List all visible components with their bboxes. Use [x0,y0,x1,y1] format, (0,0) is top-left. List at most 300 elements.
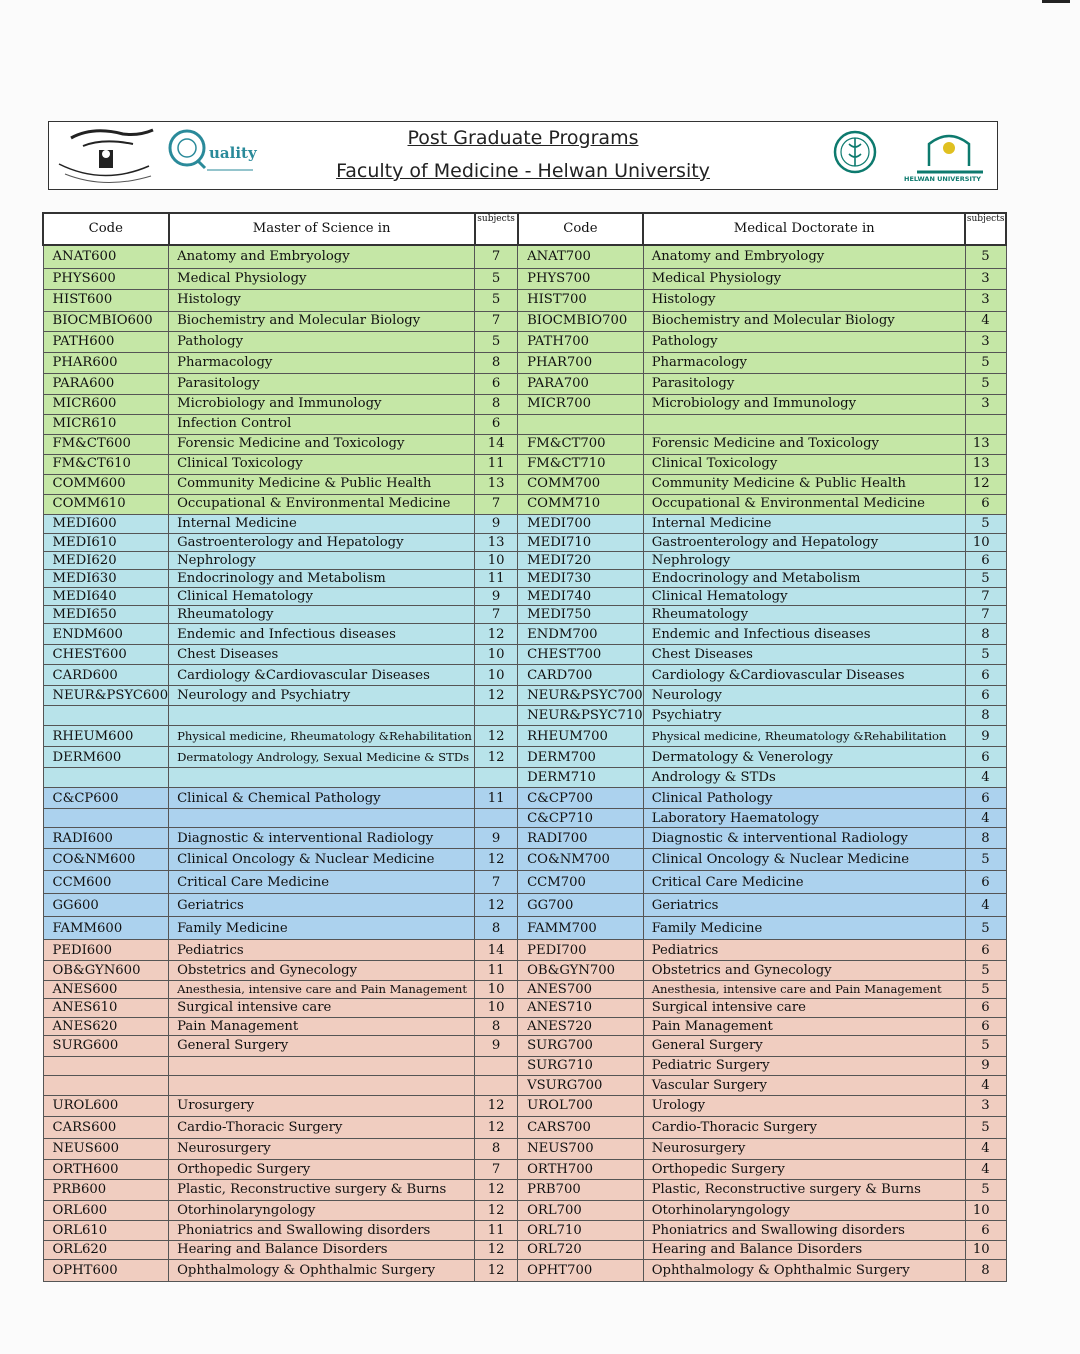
msc-code: ORL610 [43,1220,169,1240]
md-subjects: 13 [965,434,1006,454]
md-program: Plastic, Reconstructive surgery & Burns [643,1179,965,1200]
md-subjects: 4 [965,809,1006,828]
md-program: Pain Management [643,1017,965,1035]
msc-subjects: 12 [475,624,518,645]
md-subjects: 4 [965,894,1006,917]
msc-program: Surgical intensive care [169,999,475,1017]
md-code: RADI700 [518,828,644,849]
msc-program: Critical Care Medicine [169,871,475,894]
md-code: CARD700 [518,665,644,686]
md-program [643,414,965,434]
msc-subjects: 5 [475,331,518,352]
md-subjects: 7 [965,587,1006,605]
msc-subjects: 11 [475,961,518,981]
md-program: General Surgery [643,1035,965,1056]
md-program: Obstetrics and Gynecology [643,961,965,981]
table-row [43,268,1006,289]
md-program: Pediatric Surgery [643,1056,965,1075]
msc-subjects: 9 [475,514,518,533]
table-row [43,1159,1006,1179]
table-row [43,331,1006,352]
md-code: MEDI740 [518,587,644,605]
md-program: Nephrology [643,551,965,569]
msc-subjects: 12 [475,849,518,871]
msc-subjects: 14 [475,940,518,961]
md-program: Otorhinolaryngology [643,1200,965,1220]
table-row [43,828,1006,849]
msc-code: DERM600 [43,747,169,768]
msc-subjects: 7 [475,606,518,624]
msc-program: General Surgery [169,1035,475,1056]
md-subjects: 6 [965,747,1006,768]
msc-program: Neurology and Psychiatry [169,686,475,706]
md-subjects: 5 [965,245,1006,268]
table-row [43,606,1006,624]
msc-subjects: 8 [475,394,518,414]
msc-code: ANAT600 [43,245,169,268]
msc-program: Cardiology &Cardiovascular Diseases [169,665,475,686]
md-program: Microbiology and Immunology [643,394,965,414]
msc-subjects: 8 [475,1138,518,1159]
msc-program: Pain Management [169,1017,475,1035]
msc-code: MICR600 [43,394,169,414]
msc-program: Diagnostic & interventional Radiology [169,828,475,849]
md-subjects: 4 [965,768,1006,788]
table-row [43,245,1006,268]
md-subjects: 6 [965,665,1006,686]
md-program: Orthopedic Surgery [643,1159,965,1179]
msc-subjects: 5 [475,268,518,289]
md-program: Clinical Hematology [643,587,965,605]
md-code: C&CP710 [518,809,644,828]
md-program: Endemic and Infectious diseases [643,624,965,645]
msc-subjects: 10 [475,981,518,999]
msc-program: Chest Diseases [169,645,475,665]
table-row [43,726,1006,747]
md-code: CO&NM700 [518,849,644,871]
md-program: Histology [643,289,965,311]
md-program: Pathology [643,331,965,352]
md-subjects: 3 [965,289,1006,311]
md-code: FM&CT710 [518,454,644,474]
msc-program: Clinical Hematology [169,587,475,605]
md-subjects: 6 [965,999,1006,1017]
md-code: PEDI700 [518,940,644,961]
md-code: PRB700 [518,1179,644,1200]
msc-code: COMM610 [43,494,169,514]
msc-code: CHEST600 [43,645,169,665]
header-code-2: Code [518,213,644,245]
msc-subjects: 12 [475,747,518,768]
msc-subjects: 10 [475,551,518,569]
table-row [43,551,1006,569]
md-subjects: 3 [965,1095,1006,1116]
msc-subjects: 9 [475,1035,518,1056]
md-subjects: 8 [965,828,1006,849]
md-program: Endocrinology and Metabolism [643,569,965,587]
md-code: FAMM700 [518,917,644,940]
msc-program: Clinical Toxicology [169,454,475,474]
md-subjects: 3 [965,331,1006,352]
table-row [43,533,1006,551]
md-subjects [965,414,1006,434]
msc-subjects: 9 [475,828,518,849]
table-row [43,1017,1006,1035]
table-row [43,587,1006,605]
md-code: MEDI700 [518,514,644,533]
header-md: Medical Doctorate in [643,213,965,245]
md-subjects: 5 [965,1116,1006,1138]
msc-program: Parasitology [169,373,475,394]
msc-program: Geriatrics [169,894,475,917]
msc-program: Pharmacology [169,352,475,373]
md-code: OB&GYN700 [518,961,644,981]
md-program: Rheumatology [643,606,965,624]
table-row [43,788,1006,809]
msc-code: MICR610 [43,414,169,434]
msc-subjects [475,768,518,788]
helwan-logo-text: HELWAN UNIVERSITY [904,175,981,183]
msc-subjects: 10 [475,665,518,686]
md-code: C&CP700 [518,788,644,809]
md-subjects: 5 [965,1179,1006,1200]
msc-program: Pediatrics [169,940,475,961]
page-subtitle: Faculty of Medicine - Helwan University [336,160,710,182]
msc-code: ANES610 [43,999,169,1017]
msc-subjects: 12 [475,894,518,917]
table-row [43,494,1006,514]
msc-subjects [475,1056,518,1075]
msc-subjects: 11 [475,569,518,587]
msc-code: PATH600 [43,331,169,352]
md-code: UROL700 [518,1095,644,1116]
table-row [43,940,1006,961]
md-code: MICR700 [518,394,644,414]
table-row [43,999,1006,1017]
msc-subjects: 8 [475,917,518,940]
md-subjects: 5 [965,961,1006,981]
table-row [43,434,1006,454]
md-program: Gastroenterology and Hepatology [643,533,965,551]
md-code: PATH700 [518,331,644,352]
md-subjects: 8 [965,1259,1006,1281]
md-code: ANAT700 [518,245,644,268]
table-row [43,686,1006,706]
msc-code: PEDI600 [43,940,169,961]
table-row [43,1240,1006,1259]
msc-code: FAMM600 [43,917,169,940]
msc-program: Family Medicine [169,917,475,940]
md-subjects: 4 [965,311,1006,331]
msc-code: ENDM600 [43,624,169,645]
md-subjects: 10 [965,533,1006,551]
msc-code: MEDI630 [43,569,169,587]
msc-subjects: 7 [475,1159,518,1179]
table-row [43,454,1006,474]
msc-subjects: 12 [475,1259,518,1281]
table-row [43,352,1006,373]
msc-program: Endemic and Infectious diseases [169,624,475,645]
table-row [43,1116,1006,1138]
helwan-university-logos [819,126,989,186]
header-msc: Master of Science in [169,213,475,245]
md-program: Clinical Toxicology [643,454,965,474]
md-code: SURG710 [518,1056,644,1075]
md-subjects: 6 [965,686,1006,706]
md-code: ORL710 [518,1220,644,1240]
msc-code: OPHT600 [43,1259,169,1281]
md-subjects: 5 [965,352,1006,373]
msc-code: ORL620 [43,1240,169,1259]
md-subjects: 6 [965,788,1006,809]
msc-subjects: 12 [475,1116,518,1138]
msc-code: ORL600 [43,1200,169,1220]
md-program: Vascular Surgery [643,1075,965,1095]
md-code: ORTH700 [518,1159,644,1179]
md-program: Biochemistry and Molecular Biology [643,311,965,331]
msc-program: Infection Control [169,414,475,434]
msc-code: CCM600 [43,871,169,894]
msc-program: Rheumatology [169,606,475,624]
msc-program: Clinical & Chemical Pathology [169,788,475,809]
msc-program: Plastic, Reconstructive surgery & Burns [169,1179,475,1200]
msc-code: ANES620 [43,1017,169,1035]
table-row [43,373,1006,394]
msc-subjects [475,1075,518,1095]
msc-code: CARD600 [43,665,169,686]
msc-program: Pathology [169,331,475,352]
msc-program: Clinical Oncology & Nuclear Medicine [169,849,475,871]
md-program: Occupational & Environmental Medicine [643,494,965,514]
msc-code: MEDI620 [43,551,169,569]
md-program: Chest Diseases [643,645,965,665]
md-code: ENDM700 [518,624,644,645]
header-code: Code [43,213,169,245]
msc-program: Anesthesia, intensive care and Pain Management [169,981,475,999]
quality-logo-text: uality [209,144,257,162]
msc-program: Dermatology Andrology, Sexual Medicine & STDs [169,747,475,768]
msc-code: RADI600 [43,828,169,849]
msc-code: FM&CT610 [43,454,169,474]
msc-subjects: 6 [475,414,518,434]
table-row [43,1035,1006,1056]
md-subjects: 10 [965,1200,1006,1220]
md-subjects: 4 [965,1138,1006,1159]
md-program: Clinical Oncology & Nuclear Medicine [643,849,965,871]
msc-subjects: 10 [475,645,518,665]
md-code: ANES710 [518,999,644,1017]
md-program: Medical Physiology [643,268,965,289]
scan-edge-mark [1042,0,1070,3]
table-row [43,414,1006,434]
md-code: MEDI710 [518,533,644,551]
msc-code: MEDI640 [43,587,169,605]
msc-subjects: 14 [475,434,518,454]
md-code: CHEST700 [518,645,644,665]
msc-subjects: 7 [475,494,518,514]
header-subjects-2: subjects [965,213,1006,245]
msc-code [43,768,169,788]
md-subjects: 6 [965,494,1006,514]
msc-program: Nephrology [169,551,475,569]
msc-code: MEDI610 [43,533,169,551]
table-row [43,474,1006,494]
msc-code: GG600 [43,894,169,917]
msc-code [43,1056,169,1075]
msc-code: COMM600 [43,474,169,494]
md-code: DERM710 [518,768,644,788]
md-subjects: 5 [965,514,1006,533]
md-subjects: 9 [965,726,1006,747]
msc-subjects: 12 [475,1179,518,1200]
msc-subjects: 5 [475,289,518,311]
msc-program: Anatomy and Embryology [169,245,475,268]
msc-code: MEDI650 [43,606,169,624]
table-row [43,1095,1006,1116]
md-code: CCM700 [518,871,644,894]
table-row [43,1075,1006,1095]
md-program: Andrology & STDs [643,768,965,788]
md-subjects: 5 [965,849,1006,871]
md-subjects: 6 [965,940,1006,961]
md-code [518,414,644,434]
table-row [43,849,1006,871]
msc-program: Neurosurgery [169,1138,475,1159]
md-code: HIST700 [518,289,644,311]
md-code: MEDI720 [518,551,644,569]
table-row [43,768,1006,788]
md-subjects: 5 [965,645,1006,665]
msc-subjects: 12 [475,726,518,747]
md-subjects: 3 [965,394,1006,414]
md-subjects: 13 [965,454,1006,474]
document-header [48,121,998,190]
msc-code: ANES600 [43,981,169,999]
msc-subjects: 7 [475,245,518,268]
md-program: Diagnostic & interventional Radiology [643,828,965,849]
table-row [43,289,1006,311]
msc-program: Urosurgery [169,1095,475,1116]
msc-program: Biochemistry and Molecular Biology [169,311,475,331]
md-program: Geriatrics [643,894,965,917]
msc-code: C&CP600 [43,788,169,809]
msc-code: FM&CT600 [43,434,169,454]
msc-program [169,1075,475,1095]
table-row [43,665,1006,686]
table-header-row [43,213,1006,245]
table-row [43,961,1006,981]
table-row [43,514,1006,533]
md-subjects: 4 [965,1159,1006,1179]
md-program: Ophthalmology & Ophthalmic Surgery [643,1259,965,1281]
msc-code: RHEUM600 [43,726,169,747]
md-code: CARS700 [518,1116,644,1138]
md-subjects: 12 [965,474,1006,494]
md-program: Hearing and Balance Disorders [643,1240,965,1259]
msc-subjects: 8 [475,352,518,373]
md-subjects: 5 [965,917,1006,940]
msc-subjects [475,809,518,828]
msc-code: OB&GYN600 [43,961,169,981]
msc-code: PARA600 [43,373,169,394]
md-code: VSURG700 [518,1075,644,1095]
msc-subjects: 11 [475,788,518,809]
table-row [43,917,1006,940]
md-code: RHEUM700 [518,726,644,747]
msc-subjects: 9 [475,587,518,605]
md-program: Critical Care Medicine [643,871,965,894]
md-program: Family Medicine [643,917,965,940]
msc-code: PHAR600 [43,352,169,373]
table-row [43,311,1006,331]
md-program: Phoniatrics and Swallowing disorders [643,1220,965,1240]
msc-subjects: 12 [475,686,518,706]
md-code: BIOCMBIO700 [518,311,644,331]
md-subjects: 5 [965,373,1006,394]
md-program: Anatomy and Embryology [643,245,965,268]
table-row [43,1259,1006,1281]
md-code: COMM710 [518,494,644,514]
md-program: Dermatology & Venerology [643,747,965,768]
md-program: Community Medicine & Public Health [643,474,965,494]
md-program: Pediatrics [643,940,965,961]
md-program: Cardiology &Cardiovascular Diseases [643,665,965,686]
table-row [43,706,1006,726]
msc-subjects [475,706,518,726]
md-code: GG700 [518,894,644,917]
table-row [43,1056,1006,1075]
msc-code: CO&NM600 [43,849,169,871]
md-program: Neurosurgery [643,1138,965,1159]
msc-subjects: 12 [475,1200,518,1220]
table-row [43,871,1006,894]
md-code: PHYS700 [518,268,644,289]
md-code: FM&CT700 [518,434,644,454]
msc-code: PRB600 [43,1179,169,1200]
md-subjects: 9 [965,1056,1006,1075]
md-code: COMM700 [518,474,644,494]
md-code: ANES720 [518,1017,644,1035]
page-title: Post Graduate Programs [407,127,639,149]
md-subjects: 5 [965,1035,1006,1056]
md-program: Psychiatry [643,706,965,726]
msc-program: Otorhinolaryngology [169,1200,475,1220]
md-code: NEUR&PSYC700 [518,686,644,706]
md-program: Clinical Pathology [643,788,965,809]
md-code: ORL700 [518,1200,644,1220]
msc-program: Forensic Medicine and Toxicology [169,434,475,454]
md-subjects: 6 [965,1220,1006,1240]
md-code: PHAR700 [518,352,644,373]
md-code: OPHT700 [518,1259,644,1281]
msc-code: NEUR&PSYC600 [43,686,169,706]
msc-program: Phoniatrics and Swallowing disorders [169,1220,475,1240]
msc-code: CARS600 [43,1116,169,1138]
msc-program [169,1056,475,1075]
msc-program: Internal Medicine [169,514,475,533]
md-subjects: 5 [965,981,1006,999]
md-subjects: 6 [965,551,1006,569]
msc-program: Gastroenterology and Hepatology [169,533,475,551]
msc-code: NEUS600 [43,1138,169,1159]
table-row [43,569,1006,587]
msc-code: BIOCMBIO600 [43,311,169,331]
msc-code [43,706,169,726]
msc-program [169,706,475,726]
md-code: ORL720 [518,1240,644,1259]
msc-code: HIST600 [43,289,169,311]
table-row [43,1138,1006,1159]
